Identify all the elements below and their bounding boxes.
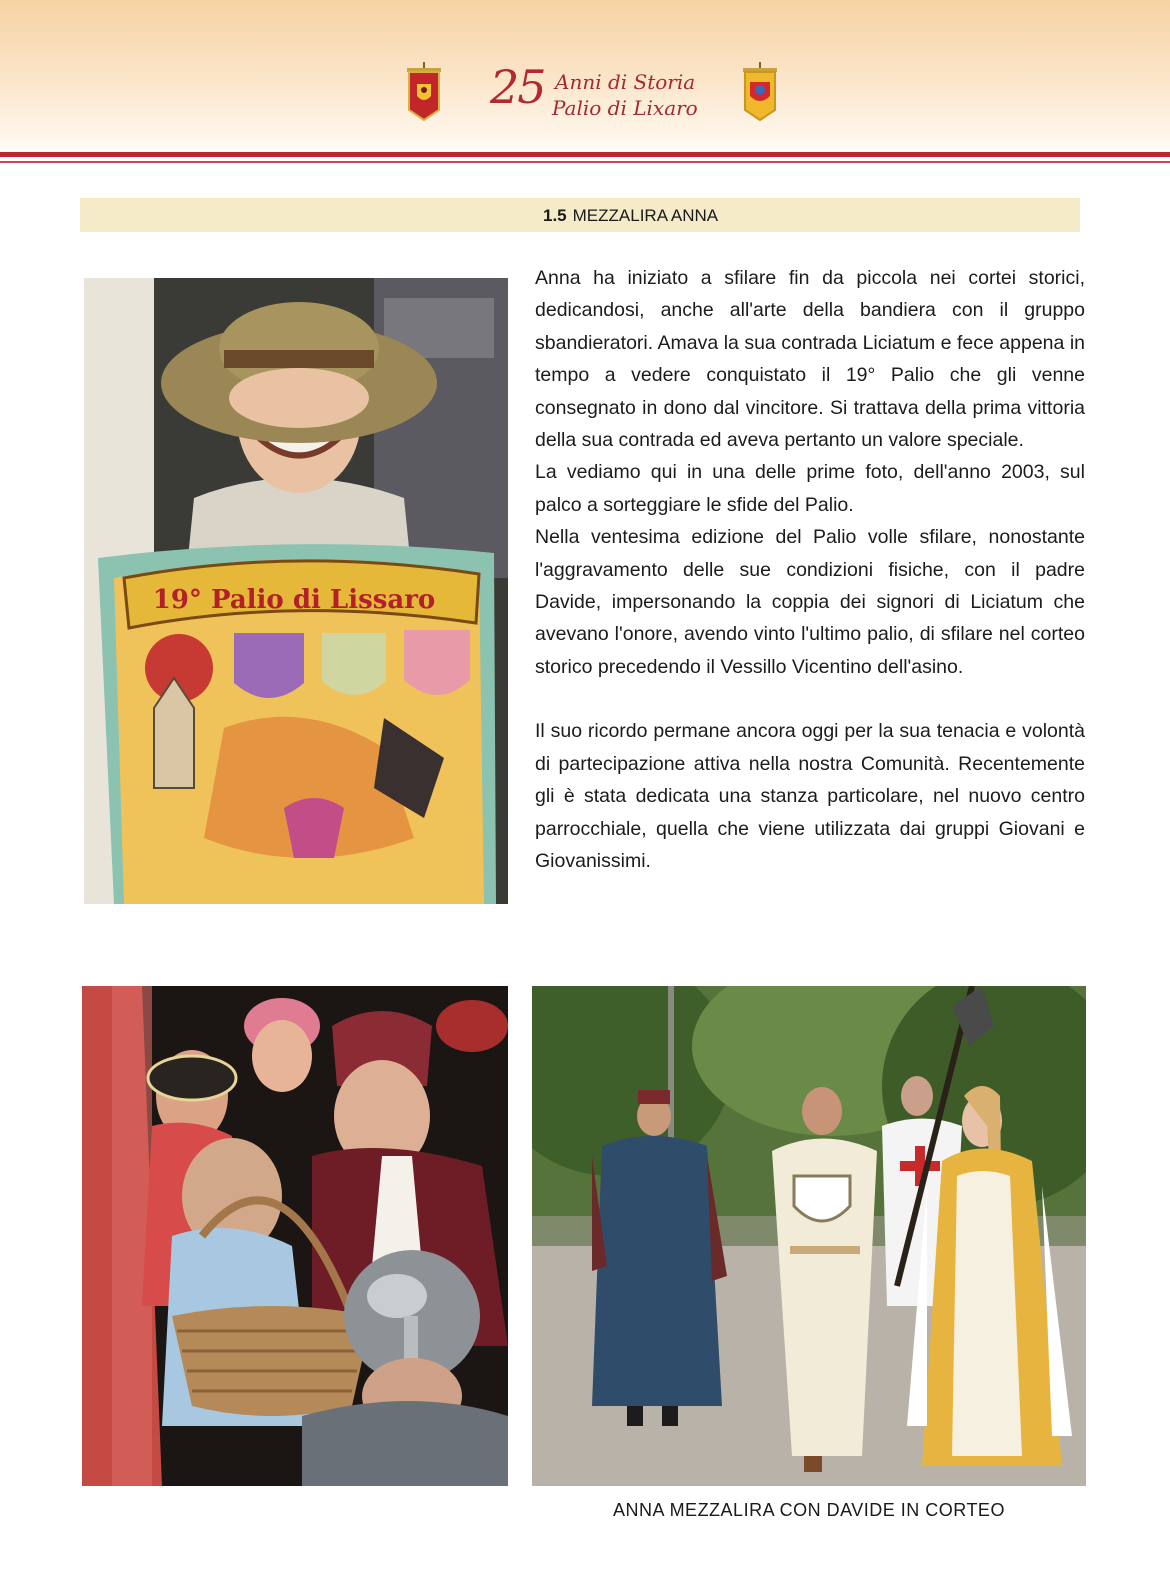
photo-anna-with-palio-banner bbox=[84, 278, 508, 904]
section-title: MEZZALIRA ANNA bbox=[572, 206, 719, 225]
section-heading bbox=[543, 206, 718, 226]
banner-title-text: 19° Palio di Lissaro bbox=[152, 585, 436, 615]
body-paragraph: Nella ventesima edizione del Palio volle sfilare, nonostante l'aggravamento delle sue condizioni fisiche, con il padre Davide, impersonando la coppia dei signori di Liciatum che avevano l'onore, avendo vinto l'ultimo palio, di sfilare nel corteo storico precedendo il Vessillo Vicentino dell'asino. bbox=[535, 526, 1085, 678]
header-title-line2: Palio di Lixaro bbox=[552, 96, 698, 120]
body-paragraph: La vediamo qui in una delle prime foto, dell'anno 2003, sul palco a sorteggiare le sfide del Palio. bbox=[535, 461, 1085, 516]
header-anniversary-number: 25 bbox=[490, 60, 545, 114]
header-rule-bottom bbox=[0, 161, 1170, 163]
photo-costumed-crowd bbox=[82, 986, 508, 1486]
photo-anna-and-davide-procession bbox=[532, 986, 1086, 1486]
body-paragraph: Anna ha iniziato a sfilare fin da piccola nei cortei storici, dedicandosi, anche all'arte della bandiera con il gruppo sbandieratori. Amava la sua contrada Liciatum e fece appena in tempo a vedere conquistato il 19° Palio che gli venne consegnato in dono dal vincitore. Si trattava della prima vittoria della sua contrada ed aveva pertanto un valore speciale. bbox=[535, 267, 1085, 452]
right-gonfalon-icon bbox=[740, 62, 780, 124]
header-rule-top bbox=[0, 152, 1170, 157]
photo-caption: ANNA MEZZALIRA CON DAVIDE IN CORTEO bbox=[613, 1500, 1005, 1520]
section-number: 1.5 bbox=[543, 206, 567, 225]
article-body bbox=[535, 262, 1085, 877]
left-gonfalon-icon bbox=[404, 62, 444, 124]
body-paragraph: Il suo ricordo permane ancora oggi per la sua tenacia e volontà di partecipazione attiva nella nostra Comunità. Recentemente gli è stata dedicata una stanza particolare, nel nuovo centro parrocchiale, quella che viene utilizzata dai gruppi Giovani e Giovanissimi. bbox=[535, 720, 1085, 872]
header-title-line1: Anni di Storia bbox=[555, 70, 696, 94]
